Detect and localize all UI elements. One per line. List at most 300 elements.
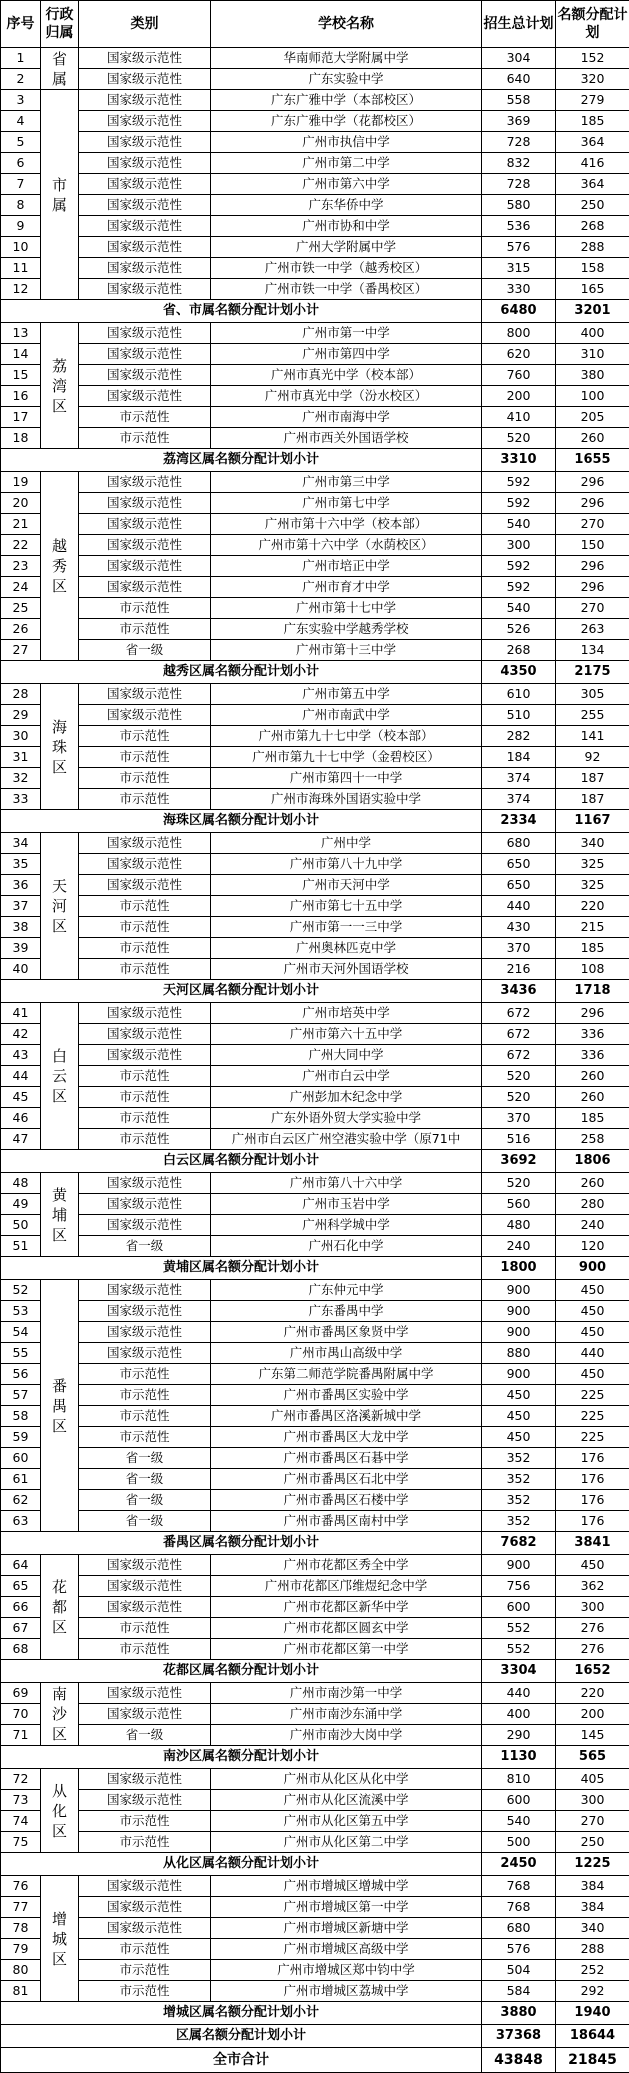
table-row [1,640,629,661]
row-category: 国家级示范性 [79,386,211,407]
row-quota: 362 [556,1576,629,1597]
table-row [1,1576,629,1597]
row-quota: 260 [556,1173,629,1194]
row-school-name: 广州市南沙东涌中学 [211,1704,482,1725]
row-school-name: 广州市番禺区南村中学 [211,1511,482,1532]
district-cell: 增城区 [41,1876,79,2002]
row-seq: 9 [1,216,41,237]
row-school-name: 广州大学附属中学 [211,237,482,258]
row-enroll: 576 [482,237,556,258]
row-category: 市示范性 [79,1832,211,1853]
row-seq: 31 [1,747,41,768]
table-row [1,1725,629,1746]
row-category: 国家级示范性 [79,556,211,577]
row-school-name: 广东实验中学越秀学校 [211,619,482,640]
row-quota: 145 [556,1725,629,1746]
table-row [1,153,629,174]
row-school-name: 广州市南武中学 [211,705,482,726]
table-row [1,1769,629,1790]
row-seq: 68 [1,1639,41,1660]
row-quota: 300 [556,1790,629,1811]
row-quota: 325 [556,875,629,896]
row-seq: 35 [1,854,41,875]
row-enroll: 352 [482,1469,556,1490]
row-seq: 3 [1,90,41,111]
subtotal-quota: 1167 [556,810,629,833]
row-category: 国家级示范性 [79,1555,211,1576]
row-category: 市示范性 [79,726,211,747]
row-enroll: 728 [482,132,556,153]
row-enroll: 650 [482,875,556,896]
row-category: 市示范性 [79,1639,211,1660]
table-row [1,48,629,69]
row-quota: 150 [556,535,629,556]
table-row [1,1129,629,1150]
row-quota: 280 [556,1194,629,1215]
row-category: 国家级示范性 [79,1322,211,1343]
row-enroll: 200 [482,386,556,407]
row-enroll: 592 [482,472,556,493]
subtotal-row [1,449,629,472]
row-quota: 225 [556,1427,629,1448]
row-school-name: 广州市第四十一中学 [211,768,482,789]
row-seq: 69 [1,1683,41,1704]
row-quota: 450 [556,1364,629,1385]
row-quota: 215 [556,917,629,938]
district-cell: 海珠区 [41,684,79,810]
row-quota: 288 [556,237,629,258]
row-school-name: 广州市番禺区象贤中学 [211,1322,482,1343]
row-school-name: 广东仲元中学 [211,1280,482,1301]
row-enroll: 800 [482,323,556,344]
row-quota: 185 [556,1108,629,1129]
subtotal-enroll: 1800 [482,1257,556,1280]
row-quota: 225 [556,1406,629,1427]
row-school-name: 广州市第八十六中学 [211,1173,482,1194]
district-cell: 从化区 [41,1769,79,1853]
table-row [1,174,629,195]
row-quota: 364 [556,174,629,195]
row-quota: 200 [556,1704,629,1725]
row-quota: 250 [556,195,629,216]
row-seq: 60 [1,1448,41,1469]
row-category: 国家级示范性 [79,833,211,854]
row-enroll: 520 [482,1173,556,1194]
row-school-name: 广州市从化区流溪中学 [211,1790,482,1811]
row-category: 市示范性 [79,1129,211,1150]
row-enroll: 728 [482,174,556,195]
row-category: 国家级示范性 [79,365,211,386]
row-school-name: 广州市从化区第五中学 [211,1811,482,1832]
row-category: 市示范性 [79,789,211,810]
table-row [1,833,629,854]
row-seq: 22 [1,535,41,556]
table-row [1,111,629,132]
table-row [1,1364,629,1385]
row-quota: 258 [556,1129,629,1150]
row-school-name: 广州市第四中学 [211,344,482,365]
row-seq: 25 [1,598,41,619]
row-category: 国家级示范性 [79,279,211,300]
row-enroll: 520 [482,1066,556,1087]
row-category: 市示范性 [79,598,211,619]
table-row [1,684,629,705]
subtotal-label: 南沙区属名额分配计划小计 [1,1746,482,1769]
row-seq: 53 [1,1301,41,1322]
row-quota: 260 [556,1087,629,1108]
row-seq: 77 [1,1897,41,1918]
row-quota: 250 [556,1832,629,1853]
table-row [1,1469,629,1490]
row-category: 国家级示范性 [79,111,211,132]
row-enroll: 440 [482,1683,556,1704]
table-row [1,1024,629,1045]
row-quota: 364 [556,132,629,153]
table-row [1,1618,629,1639]
row-school-name: 广东实验中学 [211,69,482,90]
row-seq: 18 [1,428,41,449]
row-school-name: 广州市第二中学 [211,153,482,174]
row-enroll: 672 [482,1003,556,1024]
row-quota: 288 [556,1939,629,1960]
district-cell: 花都区 [41,1555,79,1660]
row-enroll: 290 [482,1725,556,1746]
row-category: 市示范性 [79,1364,211,1385]
row-category: 市示范性 [79,1811,211,1832]
row-seq: 24 [1,577,41,598]
row-quota: 320 [556,69,629,90]
district-cell: 越秀区 [41,472,79,661]
row-enroll: 650 [482,854,556,875]
row-school-name: 广州市禺山高级中学 [211,1343,482,1364]
row-seq: 80 [1,1960,41,1981]
row-category: 市示范性 [79,896,211,917]
table-row [1,1236,629,1257]
table-row [1,237,629,258]
subtotal-row [1,2002,629,2025]
row-quota: 134 [556,640,629,661]
row-category: 国家级示范性 [79,323,211,344]
row-seq: 36 [1,875,41,896]
row-quota: 240 [556,1215,629,1236]
subtotal-quota: 900 [556,1257,629,1280]
row-quota: 252 [556,1960,629,1981]
table-row [1,258,629,279]
table-row [1,1173,629,1194]
subtotal-label: 花都区属名额分配计划小计 [1,1660,482,1683]
row-school-name: 广东第二师范学院番禺附属中学 [211,1364,482,1385]
row-school-name: 广东华侨中学 [211,195,482,216]
row-quota: 263 [556,619,629,640]
subtotal-label: 海珠区属名额分配计划小计 [1,810,482,833]
table-row [1,493,629,514]
row-quota: 270 [556,598,629,619]
row-seq: 59 [1,1427,41,1448]
table-row [1,1960,629,1981]
row-school-name: 广州市第六中学 [211,174,482,195]
row-category: 国家级示范性 [79,1897,211,1918]
table-row [1,1811,629,1832]
subtotal-label: 黄埔区属名额分配计划小计 [1,1257,482,1280]
row-category: 国家级示范性 [79,1024,211,1045]
row-quota: 450 [556,1280,629,1301]
row-school-name: 广州市从化区从化中学 [211,1769,482,1790]
row-seq: 1 [1,48,41,69]
row-category: 国家级示范性 [79,577,211,598]
row-enroll: 832 [482,153,556,174]
row-category: 国家级示范性 [79,705,211,726]
row-enroll: 374 [482,768,556,789]
row-school-name: 广州市执信中学 [211,132,482,153]
district-cell: 省属 [41,48,79,90]
row-school-name: 广州市第九十七中学（金碧校区） [211,747,482,768]
subtotal-row [1,1660,629,1683]
row-enroll: 240 [482,1236,556,1257]
row-category: 国家级示范性 [79,1576,211,1597]
row-quota: 384 [556,1876,629,1897]
row-category: 市示范性 [79,619,211,640]
table-row [1,789,629,810]
row-seq: 6 [1,153,41,174]
subtotal-row [1,661,629,684]
row-enroll: 600 [482,1790,556,1811]
row-enroll: 580 [482,195,556,216]
table-row [1,365,629,386]
row-school-name: 广州市天河外国语学校 [211,959,482,980]
row-seq: 34 [1,833,41,854]
table-row [1,959,629,980]
table-row [1,577,629,598]
row-enroll: 672 [482,1045,556,1066]
row-school-name: 广州市花都区第一中学 [211,1639,482,1660]
subtotal-enroll: 1130 [482,1746,556,1769]
row-category: 市示范性 [79,1108,211,1129]
row-enroll: 576 [482,1939,556,1960]
row-category: 国家级示范性 [79,1790,211,1811]
row-enroll: 810 [482,1769,556,1790]
row-seq: 76 [1,1876,41,1897]
row-category: 市示范性 [79,747,211,768]
row-seq: 78 [1,1918,41,1939]
subtotal-enroll: 4350 [482,661,556,684]
row-category: 国家级示范性 [79,258,211,279]
table-row [1,1639,629,1660]
row-category: 省一级 [79,1490,211,1511]
row-enroll: 640 [482,69,556,90]
table-row [1,1832,629,1853]
subtotal-quota: 565 [556,1746,629,1769]
subtotal-label: 省、市属名额分配计划小计 [1,300,482,323]
row-enroll: 536 [482,216,556,237]
row-category: 国家级示范性 [79,875,211,896]
row-enroll: 480 [482,1215,556,1236]
row-seq: 52 [1,1280,41,1301]
row-enroll: 610 [482,684,556,705]
district-cell: 白云区 [41,1003,79,1150]
row-enroll: 400 [482,1704,556,1725]
row-category: 国家级示范性 [79,174,211,195]
subtotal-quota: 2175 [556,661,629,684]
row-enroll: 352 [482,1490,556,1511]
row-seq: 44 [1,1066,41,1087]
table-row [1,1981,629,2002]
row-enroll: 620 [482,344,556,365]
table-body [1,48,629,2073]
subtotal-enroll: 7682 [482,1532,556,1555]
row-quota: 416 [556,153,629,174]
row-school-name: 广州市铁一中学（番禺校区） [211,279,482,300]
table-row [1,1427,629,1448]
row-enroll: 450 [482,1385,556,1406]
table-row [1,1322,629,1343]
row-school-name: 广州市增城区新塘中学 [211,1918,482,1939]
table-row [1,1939,629,1960]
row-quota: 120 [556,1236,629,1257]
header-category: 类别 [79,1,211,48]
row-quota: 305 [556,684,629,705]
row-enroll: 370 [482,938,556,959]
row-enroll: 552 [482,1639,556,1660]
row-category: 国家级示范性 [79,514,211,535]
row-quota: 100 [556,386,629,407]
row-category: 市示范性 [79,1087,211,1108]
table-row [1,917,629,938]
row-school-name: 广东广雅中学（花都校区） [211,111,482,132]
row-school-name: 广州市铁一中学（越秀校区） [211,258,482,279]
row-seq: 75 [1,1832,41,1853]
row-seq: 43 [1,1045,41,1066]
row-seq: 63 [1,1511,41,1532]
row-enroll: 558 [482,90,556,111]
row-quota: 176 [556,1448,629,1469]
row-category: 市示范性 [79,1406,211,1427]
row-school-name: 广州市番禺区大龙中学 [211,1427,482,1448]
table-row [1,535,629,556]
row-category: 国家级示范性 [79,1003,211,1024]
row-enroll: 552 [482,1618,556,1639]
row-quota: 296 [556,1003,629,1024]
district-total-label: 区属名额分配计划小计 [1,2025,482,2048]
row-seq: 26 [1,619,41,640]
row-category: 市示范性 [79,1618,211,1639]
row-quota: 300 [556,1597,629,1618]
row-seq: 33 [1,789,41,810]
subtotal-quota: 3201 [556,300,629,323]
row-seq: 16 [1,386,41,407]
row-enroll: 760 [482,365,556,386]
header-quota: 名额分配计划 [556,1,629,48]
row-category: 国家级示范性 [79,1343,211,1364]
row-quota: 176 [556,1490,629,1511]
table-row [1,407,629,428]
row-category: 国家级示范性 [79,1769,211,1790]
row-category: 国家级示范性 [79,1173,211,1194]
row-quota: 276 [556,1618,629,1639]
row-enroll: 430 [482,917,556,938]
row-seq: 72 [1,1769,41,1790]
row-enroll: 268 [482,640,556,661]
row-seq: 41 [1,1003,41,1024]
table-row [1,747,629,768]
row-category: 市示范性 [79,1427,211,1448]
table-row [1,216,629,237]
district-cell: 市属 [41,90,79,300]
row-school-name: 广州市第五中学 [211,684,482,705]
row-enroll: 900 [482,1555,556,1576]
row-school-name: 广州市第一一三中学 [211,917,482,938]
row-category: 国家级示范性 [79,1876,211,1897]
row-seq: 47 [1,1129,41,1150]
row-seq: 39 [1,938,41,959]
table-row [1,854,629,875]
table-row [1,1897,629,1918]
row-seq: 30 [1,726,41,747]
row-enroll: 450 [482,1427,556,1448]
table-row [1,1597,629,1618]
row-enroll: 600 [482,1597,556,1618]
row-seq: 2 [1,69,41,90]
row-seq: 5 [1,132,41,153]
table-row [1,938,629,959]
row-quota: 187 [556,768,629,789]
row-seq: 27 [1,640,41,661]
grand-total-quota: 21845 [556,2048,629,2073]
row-category: 国家级示范性 [79,344,211,365]
row-quota: 187 [556,789,629,810]
row-quota: 296 [556,556,629,577]
row-school-name: 广州市花都区新华中学 [211,1597,482,1618]
row-enroll: 304 [482,48,556,69]
table-row [1,1087,629,1108]
row-school-name: 广州市第十六中学（水荫校区） [211,535,482,556]
row-category: 国家级示范性 [79,1704,211,1725]
row-quota: 260 [556,428,629,449]
row-seq: 12 [1,279,41,300]
subtotal-row [1,1746,629,1769]
row-enroll: 300 [482,535,556,556]
row-seq: 71 [1,1725,41,1746]
row-category: 市示范性 [79,938,211,959]
table-row [1,1108,629,1129]
row-seq: 8 [1,195,41,216]
header-school: 学校名称 [211,1,482,48]
row-school-name: 广州市培英中学 [211,1003,482,1024]
row-quota: 340 [556,1918,629,1939]
row-quota: 220 [556,1683,629,1704]
table-row [1,1918,629,1939]
table-header-row [1,1,629,48]
row-school-name: 广州市第一中学 [211,323,482,344]
row-school-name: 广州市增城区第一中学 [211,1897,482,1918]
row-quota: 260 [556,1066,629,1087]
row-category: 国家级示范性 [79,1045,211,1066]
row-quota: 310 [556,344,629,365]
row-school-name: 广州市第七十五中学 [211,896,482,917]
subtotal-quota: 1652 [556,1660,629,1683]
table-row [1,1066,629,1087]
row-school-name: 广州市第六十五中学 [211,1024,482,1045]
row-school-name: 广州市番禺区实验中学 [211,1385,482,1406]
row-enroll: 510 [482,705,556,726]
row-quota: 405 [556,1769,629,1790]
subtotal-enroll: 3436 [482,980,556,1003]
row-enroll: 440 [482,896,556,917]
header-enroll: 招生总计划 [482,1,556,48]
row-category: 省一级 [79,640,211,661]
row-enroll: 540 [482,514,556,535]
subtotal-enroll: 6480 [482,300,556,323]
row-school-name: 广州市番禺区石北中学 [211,1469,482,1490]
